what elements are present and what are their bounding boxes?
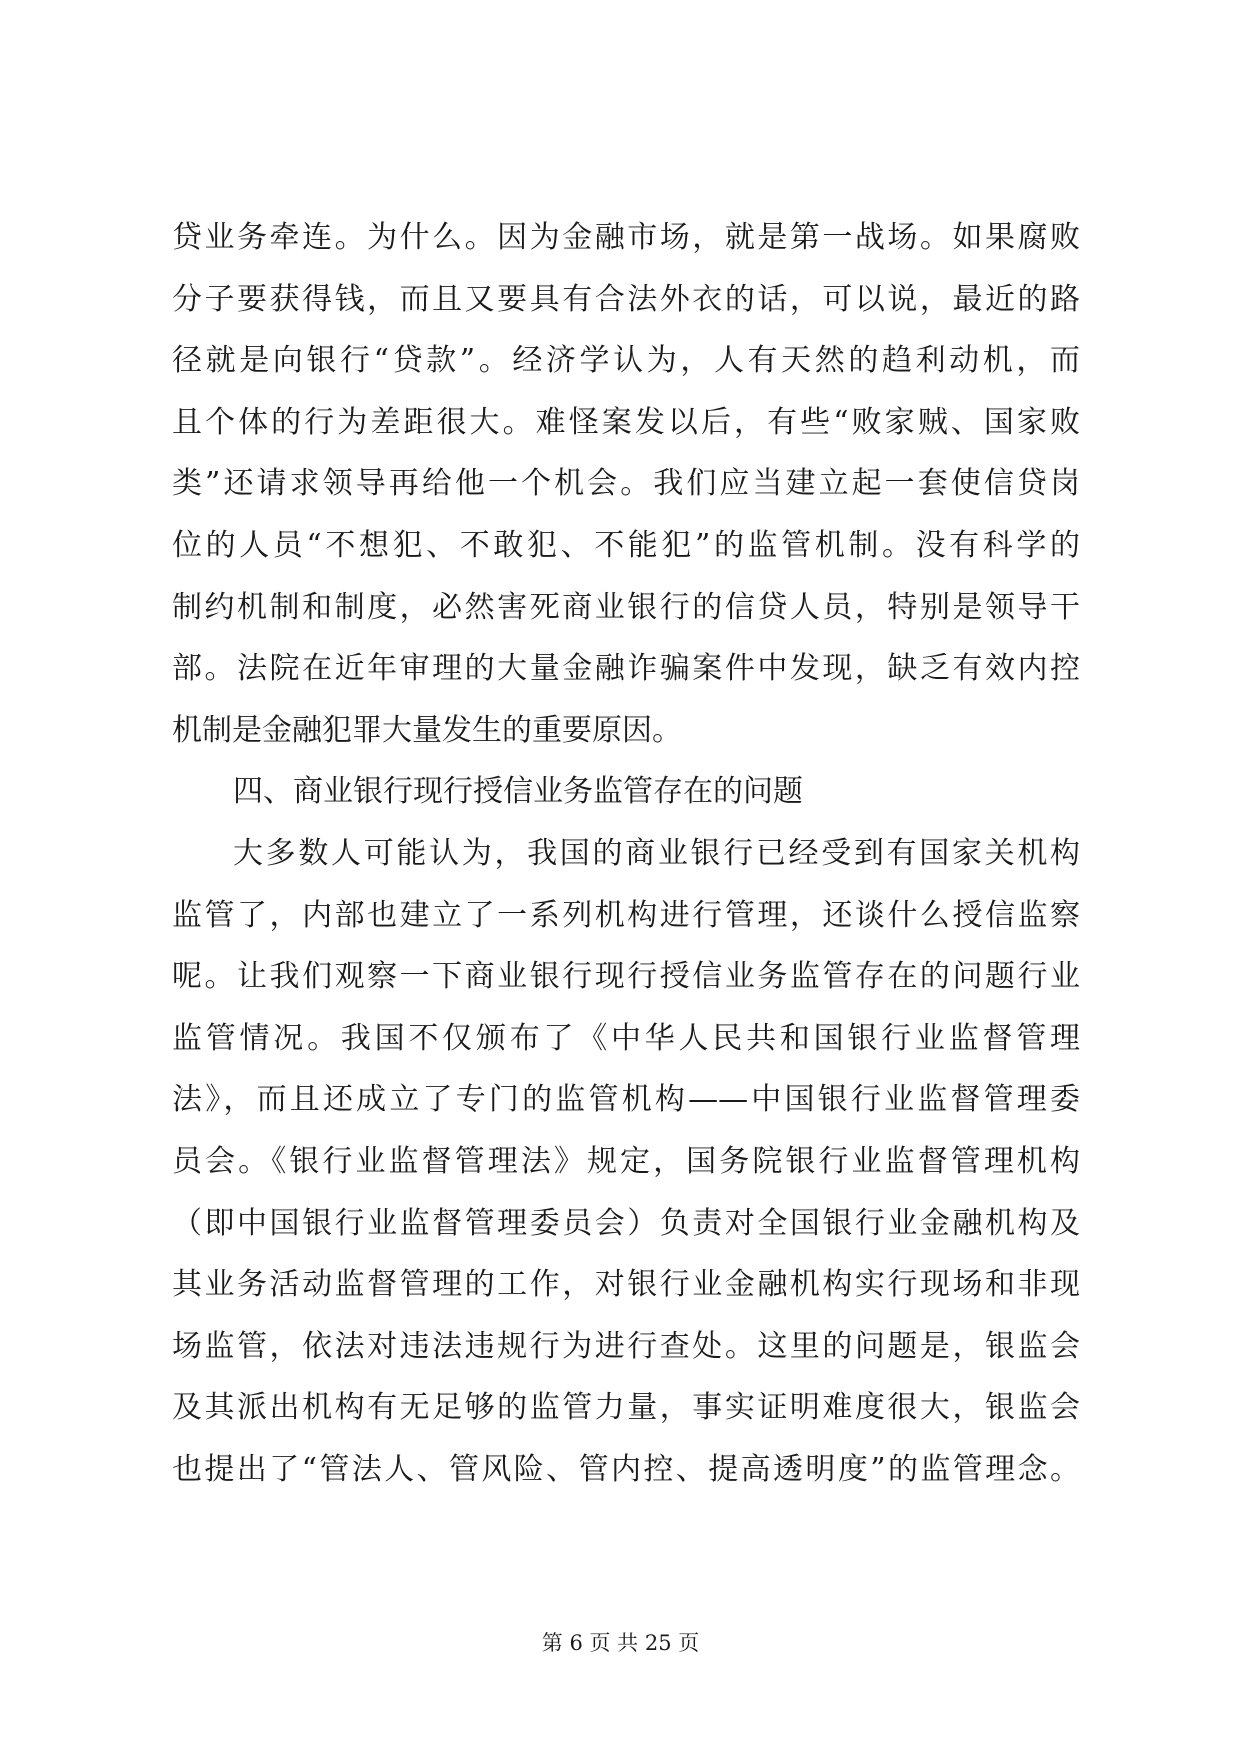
document-body [172,207,1080,1500]
text-line: 部。法院在近年审理的大量金融诈骗案件中发现，缺乏有效内控 [172,651,1080,687]
text-line: 且个体的行为差距很大。难怪案发以后，有些“败家贼、国家败 [172,404,1080,440]
section-heading: 四、商业银行现行授信业务监管存在的问题 [233,774,803,810]
text-line: 监管情况。我国不仅颁布了《中华人民共和国银行业监督管理 [172,1020,1080,1056]
text-line: 类”还请求领导再给他一个机会。我们应当建立起一套使信贷岗 [172,466,1080,502]
text-line: 其业务活动监督管理的工作，对银行业金融机构实行现场和非现 [172,1267,1080,1303]
text-line: 及其派出机构有无足够的监管力量，事实证明难度很大，银监会 [172,1390,1080,1426]
text-line: 大多数人可能认为，我国的商业银行已经受到有国家关机构 [233,835,1080,871]
text-line: 也提出了“管法人、管风险、管内控、提高透明度”的监管理念。 [172,1451,1080,1487]
text-line: 呢。让我们观察一下商业银行现行授信业务监管存在的问题行业 [172,959,1080,995]
text-line: 法》，而且还成立了专门的监管机构——中国银行业监督管理委 [172,1082,1080,1118]
text-line: 员会。《银行业监督管理法》规定，国务院银行业监督管理机构 [172,1143,1080,1179]
text-line: 位的人员“不想犯、不敢犯、不能犯”的监管机制。没有科学的 [172,527,1080,563]
text-line: 制约机制和制度，必然害死商业银行的信贷人员，特别是领导干 [172,589,1080,625]
text-line: （即中国银行业监督管理委员会）负责对全国银行业金融机构及 [172,1205,1080,1241]
text-line: 贷业务牵连。为什么。因为金融市场，就是第一战场。如果腐败 [172,220,1080,255]
text-line: 分子要获得钱，而且又要具有合法外衣的话，可以说，最近的路 [172,281,1080,317]
text-line: 场监管，依法对违法违规行为进行查处。这里的问题是，银监会 [172,1328,1080,1364]
text-line: 监管了，内部也建立了一系列机构进行管理，还谈什么授信监察 [172,897,1080,933]
text-line: 机制是金融犯罪大量发生的重要原因。 [172,712,682,748]
page-footer [0,1627,1241,1657]
page-number: 第 6 页 共 25 页 [541,1631,700,1655]
text-line: 径就是向银行“贷款”。经济学认为，人有天然的趋利动机，而 [172,343,1080,379]
